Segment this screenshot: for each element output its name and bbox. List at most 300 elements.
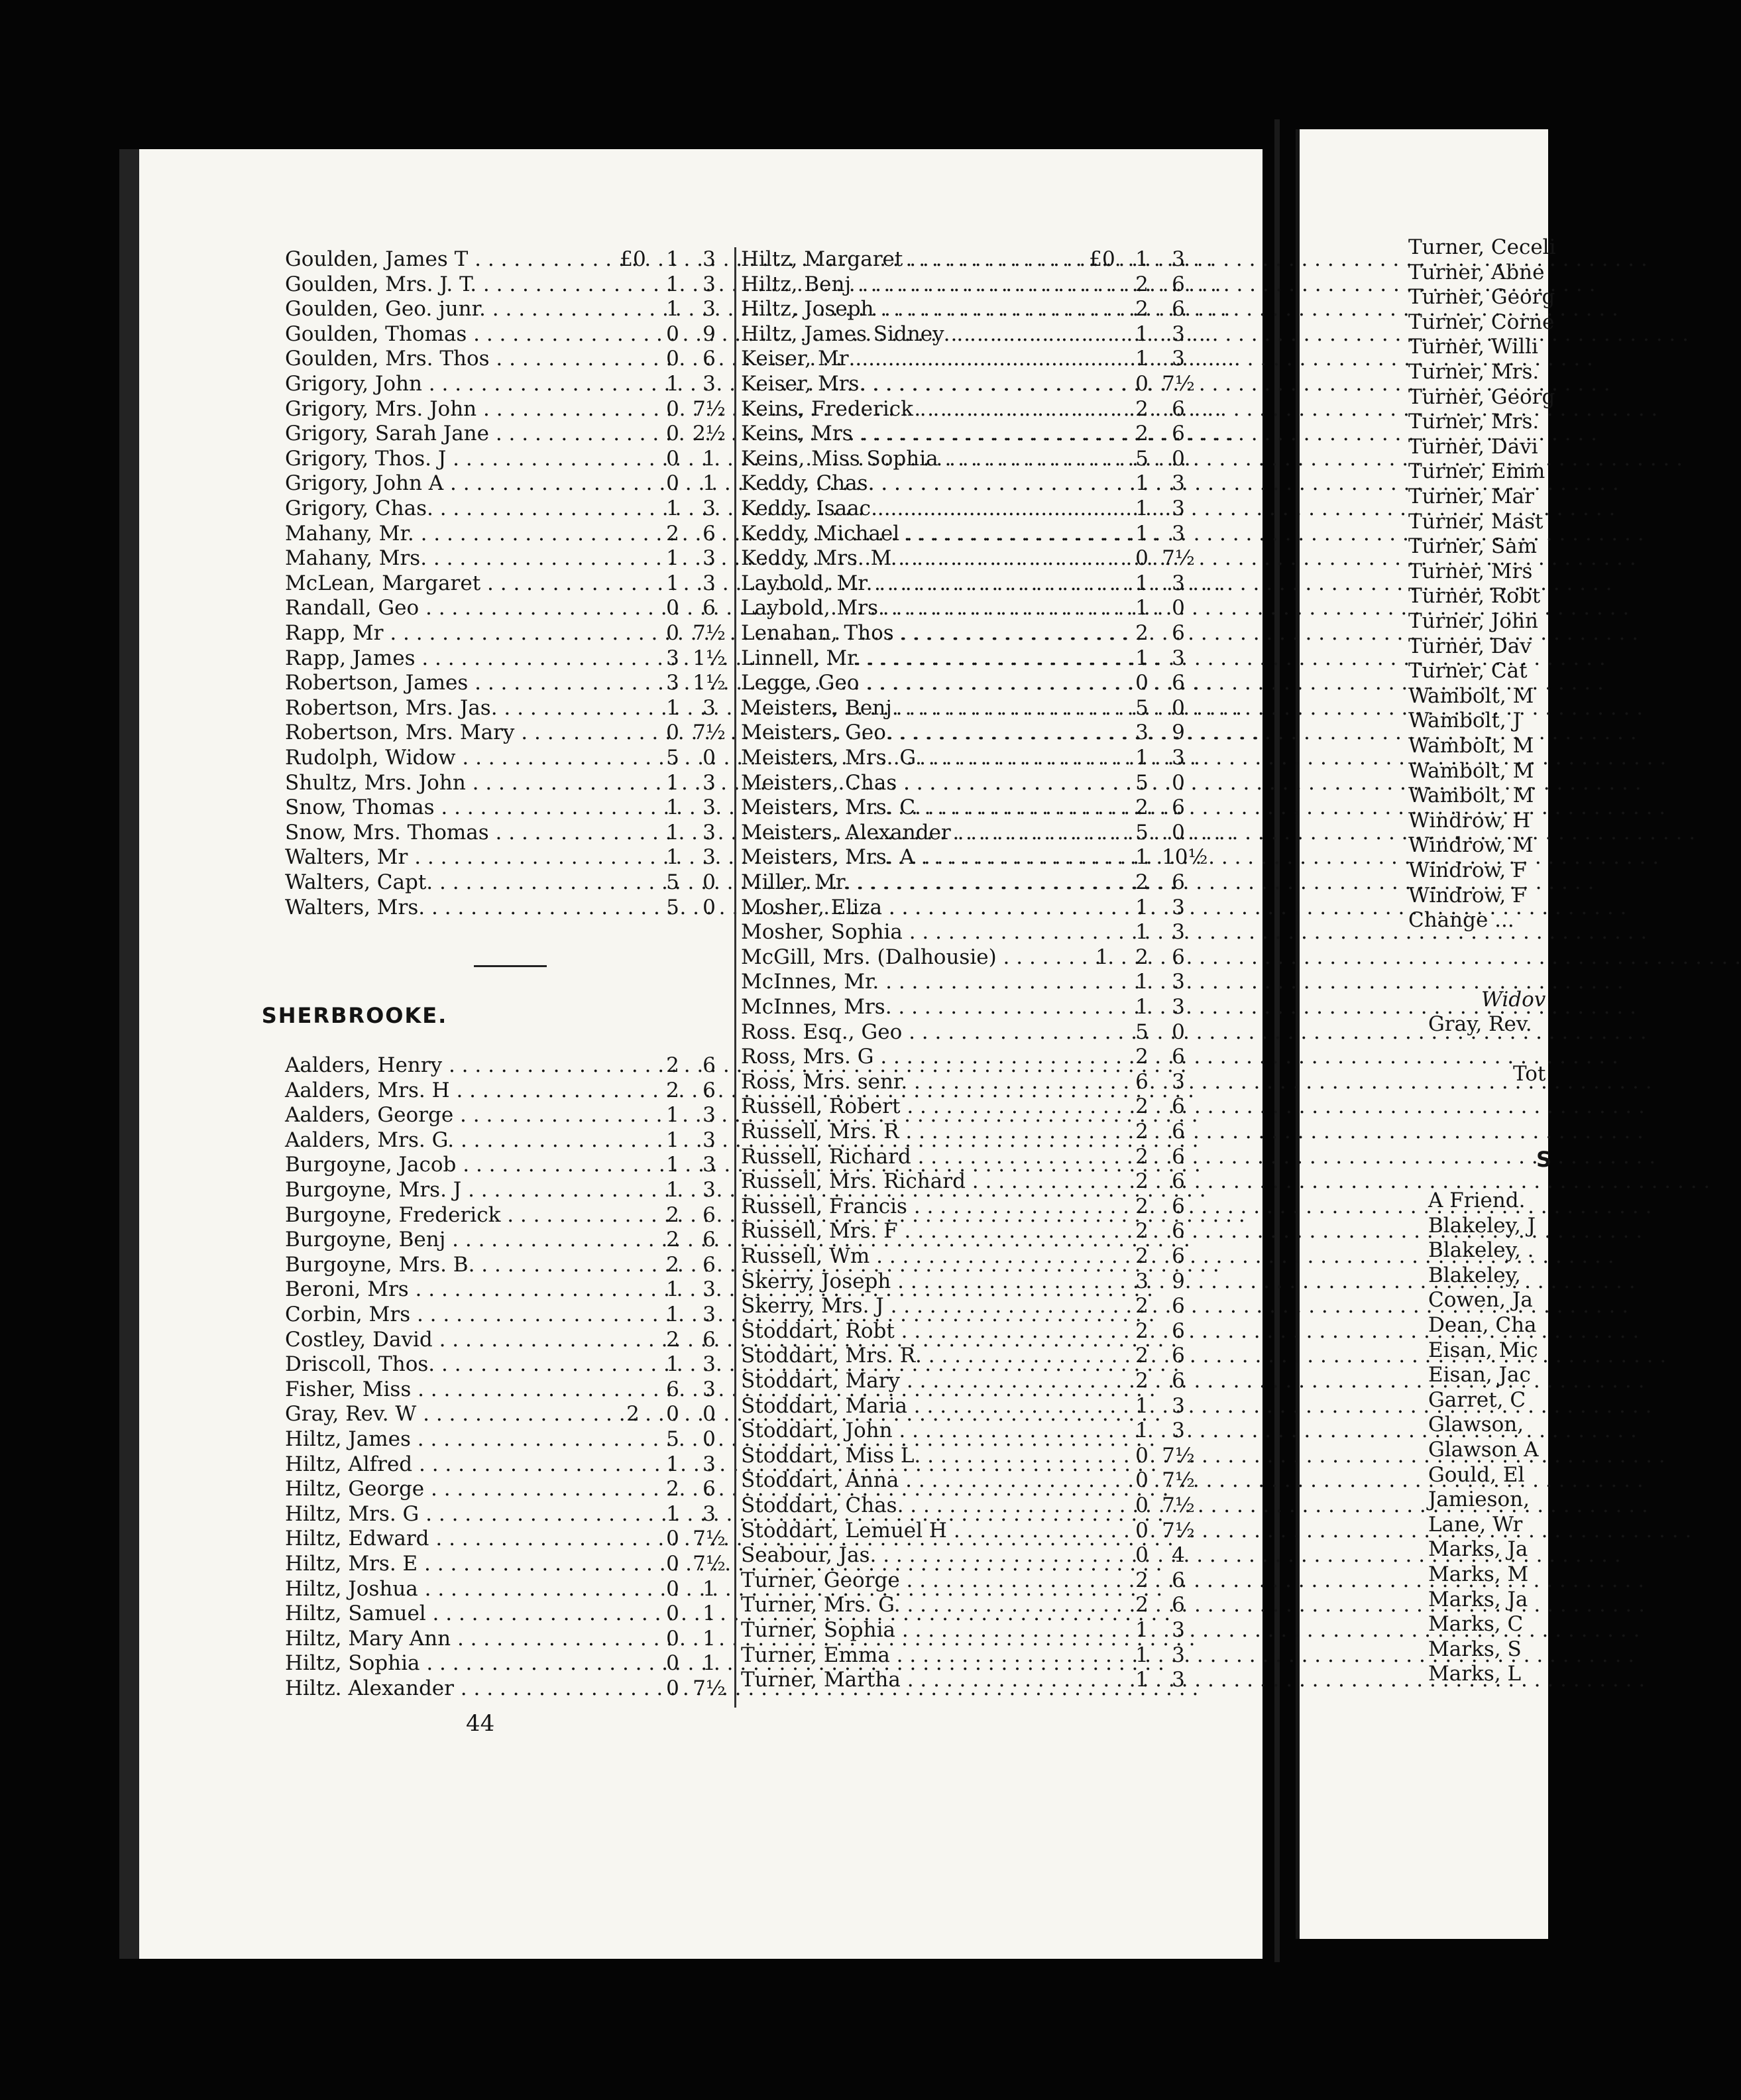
entry-pence: 1	[702, 1576, 716, 1601]
entry-shillings: 2	[1135, 621, 1149, 645]
facing-entry-name: Turner, Georg	[1408, 384, 1555, 409]
entry-pence: 3	[702, 1277, 716, 1302]
facing-entry-name: Glawson A	[1428, 1438, 1539, 1462]
entry-name: Ross, Mrs. G . . .	[741, 1045, 1102, 1069]
entry-pence: 3	[702, 795, 716, 820]
entry-name: Grigory, Mrs. John . . .	[285, 397, 623, 421]
entry-pence: 6	[1172, 1045, 1185, 1069]
entry-name: Robertson, James . . .	[285, 671, 623, 695]
entry-name: Walters, Capt. . . .	[285, 870, 623, 894]
entry-shillings: 1	[1135, 347, 1149, 371]
entry-pence: 3	[702, 1501, 716, 1526]
entry-name: Turner, Sophia . . .	[741, 1618, 1102, 1642]
facing-entry-name: Turner, Ceceli	[1408, 235, 1556, 259]
entry-pence: 3	[702, 1153, 716, 1177]
entry-shillings: 1	[1135, 321, 1149, 346]
entry-name: Burgoyne, Mrs. J . . .	[285, 1178, 623, 1202]
entry-name: Stoddart, Anna . . .	[741, 1468, 1102, 1492]
entry-name: Meisters, Mrs. C. . . .	[741, 795, 1102, 819]
entry-shillings: 5	[1135, 695, 1149, 720]
entry-name: McInnes, Mr. . . .	[741, 970, 1102, 994]
entry-pence: 6	[1172, 1568, 1185, 1592]
entry-shillings: 0	[666, 446, 679, 471]
entry-pounds: 1	[1095, 945, 1109, 969]
entry-shillings: 3	[1135, 1269, 1149, 1293]
facing-entry-name: Turner, Abne	[1408, 260, 1545, 284]
entry-pence: 3	[1172, 646, 1185, 670]
entry-name: Driscoll, Thos. . . .	[285, 1352, 623, 1376]
entry-name: Stoddart, Maria . . .	[741, 1394, 1102, 1418]
entry-shillings: 2	[1135, 1194, 1149, 1218]
entry-pence: 6	[1172, 297, 1185, 321]
entry-shillings: 2	[666, 1053, 679, 1077]
entry-shillings: 0	[666, 1602, 679, 1626]
entry-pence: 7½	[1162, 546, 1195, 571]
entry-shillings: 1	[666, 297, 679, 321]
entry-name: Meisters, Benj. . . .	[741, 696, 1102, 720]
facing-entry-name: Glawson,	[1428, 1413, 1524, 1437]
entry-pence: 0	[702, 1427, 716, 1451]
entry-shillings: 1	[1135, 1419, 1149, 1443]
entry-name: Hiltz, James . . .	[285, 1427, 623, 1451]
entry-shillings: 1	[1135, 920, 1149, 945]
entry-shillings: 2	[1135, 272, 1149, 296]
entry-shillings: 2	[1135, 1169, 1149, 1194]
facing-page-total-label: Tot	[1513, 1062, 1546, 1086]
entry-shillings: 5	[1135, 446, 1149, 471]
facing-entry-name: Gould, El	[1428, 1462, 1525, 1487]
entry-shillings: 1	[666, 272, 679, 296]
entry-pence: 3	[702, 820, 716, 845]
facing-entry-name: Turner, Cat	[1408, 659, 1528, 683]
entry-name: Turner, Martha . . .	[741, 1668, 1102, 1692]
entry-pence: 3	[1172, 746, 1185, 770]
entry-shillings: 1	[666, 496, 679, 520]
entry-pence: 3	[1172, 1668, 1185, 1692]
entry-pence: 6	[1172, 1120, 1185, 1143]
facing-entry-name: A Friend.	[1428, 1189, 1526, 1212]
entry-name: Hiltz, Alfred . . .	[285, 1452, 623, 1476]
entry-pence: 3	[1172, 995, 1185, 1019]
entry-shillings: 1	[666, 1303, 679, 1326]
entry-name: Keins, Miss Sophia . . .	[741, 447, 1102, 471]
entry-name: Meisters, Alexander . . .	[741, 821, 1102, 845]
entry-name: Corbin, Mrs . . .	[285, 1303, 623, 1326]
entry-shillings: 1	[666, 571, 679, 595]
facing-entry-name: Blakeley, .	[1428, 1238, 1534, 1263]
facing-entry-name: Windrow, M	[1408, 833, 1534, 858]
facing-entry-name: Wambolt, M	[1408, 784, 1534, 808]
entry-shillings: 1	[666, 845, 679, 870]
entry-name: Keddy, Isaac . . .	[741, 496, 1102, 520]
entry-shillings: 1	[666, 770, 679, 795]
entry-pence: 7½	[1162, 1443, 1195, 1468]
entry-pence: 6	[702, 1327, 716, 1352]
entry-shillings: 5	[1135, 1020, 1149, 1044]
entry-name: Meisters, Mrs. A . . .	[741, 845, 1102, 869]
entry-shillings: 2	[666, 1327, 679, 1352]
entry-name: Russell, Richard . . .	[741, 1145, 1102, 1169]
entry-pence: 3	[1172, 521, 1185, 546]
entry-name: Legge, Geo . . .	[741, 671, 1102, 695]
entry-pence: 1	[702, 446, 716, 471]
entry-name: Costley, David . . .	[285, 1328, 623, 1352]
entry-name: Russell, Robert . . .	[741, 1094, 1102, 1118]
entry-pence: 0	[702, 746, 716, 770]
entry-name: Grigory, John A . . .	[285, 471, 623, 495]
entry-name: Hiltz, James Sidney . . .	[741, 322, 1102, 346]
entry-shillings: 2	[666, 521, 679, 546]
facing-entry-name: Wambolt, J	[1408, 709, 1522, 733]
facing-entry-name: Turner, Mrs.	[1408, 410, 1540, 434]
entry-pence: 3	[702, 770, 716, 795]
entry-pence: 6	[1172, 1294, 1185, 1318]
entry-pence: 1½	[693, 671, 726, 695]
page-number: 44	[466, 1710, 495, 1737]
entry-name: Stoddart, Robt . . .	[741, 1319, 1102, 1343]
entry-name: Hiltz, Mrs. G . . .	[285, 1502, 623, 1526]
entry-pence: 1	[702, 1626, 716, 1651]
entry-pence: 0	[1172, 446, 1185, 471]
entry-shillings: 0	[666, 471, 679, 496]
entry-pence: 6	[1172, 795, 1185, 820]
entry-shillings: 0	[666, 1552, 679, 1576]
entry-shillings: 5	[666, 1427, 679, 1451]
facing-entry-name: Marks, M	[1428, 1562, 1529, 1586]
entry-shillings: 2	[1135, 1568, 1149, 1592]
entry-shillings: 2	[1135, 1318, 1149, 1343]
entry-pence: 6	[1172, 1318, 1185, 1343]
entry-pence: 6	[1172, 671, 1185, 695]
entry-name: Linnell, Mr. . . .	[741, 646, 1102, 670]
entry-name: Walters, Mr . . .	[285, 845, 623, 869]
entry-shillings: 1	[1135, 970, 1149, 994]
entry-shillings: 1	[1135, 521, 1149, 546]
entry-shillings: 0	[666, 596, 679, 620]
entry-pence: 6	[1172, 945, 1185, 969]
entry-pounds: £0	[1089, 247, 1115, 271]
entry-pence: 6	[1172, 870, 1185, 894]
entry-shillings: 0	[1135, 1543, 1149, 1568]
entry-pence: 3	[1172, 471, 1185, 496]
entry-name: Hiltz, George . . .	[285, 1477, 623, 1501]
entry-shillings: 1	[666, 1103, 679, 1128]
entry-name: Burgoyne, Frederick . . .	[285, 1203, 623, 1227]
entry-name: Hiltz, Sophia . . .	[285, 1651, 623, 1675]
entry-shillings: 1	[666, 1501, 679, 1526]
entry-shillings: 2	[666, 1078, 679, 1102]
entry-shillings: 0	[666, 1626, 679, 1651]
entry-name: Randall, Geo . . .	[285, 596, 623, 620]
entry-name: Skerry, Joseph . . .	[741, 1269, 1102, 1293]
entry-pence: 3	[702, 1452, 716, 1476]
section-separator	[474, 965, 547, 967]
facing-entry-name: Turner, Davi	[1408, 434, 1538, 459]
entry-shillings: 0	[666, 721, 679, 745]
entry-shillings: 0	[1135, 546, 1149, 571]
entry-name: Keiser, Mrs. . . .	[741, 372, 1102, 396]
entry-name: Meisters, Chas . . .	[741, 771, 1102, 795]
facing-entry-name: Wambolt, M	[1408, 683, 1534, 708]
entry-pence: 3	[702, 496, 716, 520]
facing-entry-name: Turner, Corne	[1408, 310, 1555, 334]
entry-name: Lenahan, Thos . . .	[741, 621, 1102, 645]
entry-pence: 6	[1172, 1244, 1185, 1268]
entry-name: Miller, Mr. . . .	[741, 870, 1102, 894]
entry-shillings: 0	[1135, 671, 1149, 695]
entry-pence: 3	[702, 845, 716, 870]
entry-name: Laybold, Mr . . .	[741, 571, 1102, 595]
entry-shillings: 0	[666, 347, 679, 371]
facing-entry-name: Turner, Mast	[1408, 509, 1544, 534]
entry-name: Aalders, Mrs. G. . . .	[285, 1128, 623, 1152]
entry-pence: 7½	[693, 1552, 726, 1576]
entry-shillings: 5	[666, 870, 679, 894]
entry-name: Hiltz, Joseph . . .	[741, 297, 1102, 321]
entry-pence: 7½	[693, 621, 726, 645]
facing-entry-name: Turner, Mrs.	[1408, 360, 1540, 384]
facing-entry-name: Turner, Georg	[1408, 285, 1555, 310]
entry-pence: 3	[1172, 1069, 1185, 1094]
facing-entry-name: Eisan, Jac	[1428, 1363, 1531, 1387]
entry-name: Meisters, Mrs. G. . . .	[741, 746, 1102, 770]
entry-name: Meisters, Geo. . . .	[741, 721, 1102, 744]
entry-pence: 6	[1172, 621, 1185, 645]
entry-pence: 0	[702, 895, 716, 919]
entry-pence: 10½	[1162, 845, 1208, 870]
facing-entry-name: Turner, John	[1408, 609, 1538, 633]
entry-name: Seabour, Jas. . . .	[741, 1543, 1102, 1567]
entry-shillings: 1	[1135, 1643, 1149, 1667]
entry-shillings: 0	[666, 621, 679, 645]
entry-pence: 6	[1172, 272, 1185, 296]
entry-pence: 1	[702, 1602, 716, 1626]
facing-entry-name: Dean, Cha	[1428, 1313, 1537, 1337]
entry-pence: 2½	[693, 422, 726, 446]
entry-pence: 9	[1172, 1269, 1185, 1293]
entry-pence: 6	[702, 347, 716, 371]
entry-name: Aalders, Henry . . .	[285, 1053, 623, 1077]
entry-pence: 1	[702, 1651, 716, 1676]
entry-pence: 7½	[693, 1527, 726, 1551]
entry-name: Snow, Thomas . . .	[285, 795, 623, 819]
entry-pence: 3	[702, 1352, 716, 1377]
entry-pence: 6	[1172, 1219, 1185, 1244]
entry-pence: 3	[1172, 895, 1185, 919]
entry-name: Russell, Mrs. R . . .	[741, 1120, 1102, 1143]
entry-name: Stoddart, Mary . . .	[741, 1369, 1102, 1393]
entry-shillings: 0	[1135, 1518, 1149, 1543]
entry-name: Burgoyne, Benj . . .	[285, 1228, 623, 1252]
entry-pence: 6	[1172, 1369, 1185, 1393]
entry-name: Goulden, Thomas . . .	[285, 322, 623, 346]
entry-name: Goulden, James T . . .	[285, 247, 623, 271]
entry-pence: 6	[702, 596, 716, 620]
entry-pence: 0	[1172, 695, 1185, 720]
entry-shillings: 2	[666, 1202, 679, 1227]
entry-name: Stoddart, Miss L. . . .	[741, 1444, 1102, 1468]
entry-pounds: 2	[626, 1402, 640, 1427]
entry-name: Burgoyne, Jacob . . .	[285, 1153, 623, 1177]
section-title: SHERBROOKE.	[261, 1003, 448, 1028]
facing-entry-name: Blakeley, J	[1428, 1213, 1536, 1238]
entry-name: Keiser, Mr . . .	[741, 347, 1102, 371]
entry-shillings: 0	[666, 321, 679, 346]
entry-pence: 3	[702, 1128, 716, 1152]
facing-entry-name: Turner, Robt	[1408, 584, 1541, 609]
facing-entry-name: Change ...	[1408, 908, 1514, 933]
entry-name: Hiltz. Alexander . . .	[285, 1676, 623, 1700]
entry-name: Laybold, Mrs. . . .	[741, 596, 1102, 620]
entry-pence: 3	[1172, 920, 1185, 945]
entry-pence: 0	[702, 870, 716, 894]
entry-name: Grigory, Chas. . . .	[285, 496, 623, 520]
entry-pence: 3	[1172, 247, 1185, 271]
entry-pence: 3	[702, 1178, 716, 1202]
entry-name: Mosher, Sophia . . .	[741, 920, 1102, 944]
entry-pence: 6	[1172, 422, 1185, 446]
entry-pence: 6	[1172, 1144, 1185, 1169]
entry-name: Russell, Mrs. Richard . . .	[741, 1169, 1102, 1193]
entry-pence: 3	[702, 1103, 716, 1128]
entry-shillings: 5	[666, 895, 679, 919]
entry-pence: 3	[702, 695, 716, 720]
entry-name: Russell, Francis . . .	[741, 1195, 1102, 1218]
entry-pence: 3	[702, 546, 716, 571]
entry-shillings: 2	[1135, 1244, 1149, 1268]
entry-shillings: 2	[1135, 1094, 1149, 1119]
entry-pence: 7½	[1162, 1468, 1195, 1493]
entry-name: Ross, Mrs. senr. . . .	[741, 1070, 1102, 1094]
entry-name: Burgoyne, Mrs. B. . . .	[285, 1253, 623, 1277]
entry-shillings: 2	[1135, 1344, 1149, 1368]
entry-name: Robertson, Mrs. Jas. . . .	[285, 696, 623, 720]
entry-name: Goulden, Mrs. J. T. . . .	[285, 272, 623, 296]
entry-pence: 3	[1172, 970, 1185, 994]
entry-shillings: 0	[666, 1676, 679, 1700]
entry-pence: 3	[702, 372, 716, 396]
entry-shillings: 2	[1135, 1144, 1149, 1169]
entry-pence: 3	[702, 1303, 716, 1326]
entry-shillings: 1	[1135, 1668, 1149, 1692]
entry-shillings: 1	[666, 372, 679, 396]
entry-name: Turner, Mrs. G. . . .	[741, 1593, 1102, 1617]
entry-name: Robertson, Mrs. Mary . . .	[285, 721, 623, 744]
entry-shillings: 0	[1135, 1468, 1149, 1493]
entry-shillings: 2	[1135, 795, 1149, 820]
entry-pence: 3	[1172, 1643, 1185, 1667]
entry-shillings: 1	[666, 1277, 679, 1302]
entry-pence: 0	[1172, 1020, 1185, 1044]
entry-shillings: 5	[666, 746, 679, 770]
entry-pence: 3	[1172, 1618, 1185, 1642]
entry-shillings: 1	[1135, 471, 1149, 496]
entry-name: Stoddart, Lemuel H . . .	[741, 1519, 1102, 1543]
entry-shillings: 5	[1135, 770, 1149, 795]
facing-entry-name: Turner, Emm	[1408, 459, 1545, 484]
entry-shillings: 1	[666, 820, 679, 845]
entry-shillings: 1	[666, 1128, 679, 1152]
entry-shillings: 1	[1135, 995, 1149, 1019]
facing-entry-name: Jamieson,	[1428, 1488, 1530, 1512]
entry-shillings: 1	[666, 1153, 679, 1177]
entry-shillings: 6	[666, 1377, 679, 1401]
entry-pence: 3	[1172, 347, 1185, 371]
entry-pence: 7½	[693, 1676, 726, 1700]
entry-pence: 3	[702, 247, 716, 271]
entry-name: Rapp, James . . .	[285, 646, 623, 670]
entry-name: Aalders, Mrs. H . . .	[285, 1079, 623, 1102]
facing-entry-name: Lane, Wr	[1428, 1512, 1523, 1537]
entry-pence: 6	[702, 1228, 716, 1252]
entry-name: Russell, Mrs. F . . .	[741, 1219, 1102, 1243]
facing-entry-name: Marks, C	[1428, 1612, 1524, 1637]
entry-pence: 6	[1172, 396, 1185, 421]
entry-pence: 0	[1172, 770, 1185, 795]
entry-shillings: 3	[666, 646, 679, 670]
entry-shillings: 0	[666, 1402, 679, 1427]
entry-name: Hiltz, Samuel . . .	[285, 1602, 623, 1625]
entry-shillings: 2	[1135, 396, 1149, 421]
entry-name: Stoddart, John . . .	[741, 1419, 1102, 1442]
facing-entry-name: Eisan, Mic	[1428, 1338, 1538, 1362]
entry-shillings: 2	[1135, 1369, 1149, 1393]
entry-pence: 1½	[693, 646, 726, 670]
entry-shillings: 1	[1135, 571, 1149, 595]
entry-pence: 6	[702, 1202, 716, 1227]
entry-pence: 3	[702, 571, 716, 595]
entry-shillings: 0	[666, 1527, 679, 1551]
entry-name: Grigory, Sarah Jane . . .	[285, 422, 623, 445]
entry-name: Keins, Frederick . . .	[741, 397, 1102, 421]
entry-pence: 3	[702, 297, 716, 321]
facing-entry-name: Marks, L	[1428, 1662, 1522, 1686]
facing-entry-name: Turner, Mar	[1408, 485, 1534, 508]
entry-pence: 3	[1172, 496, 1185, 520]
entry-shillings: 1	[666, 1352, 679, 1377]
entry-shillings: 0	[1135, 372, 1149, 396]
entry-shillings: 0	[666, 422, 679, 446]
entry-pence: 6	[702, 1252, 716, 1277]
facing-entry-name: Garret, C	[1428, 1387, 1526, 1412]
entry-name: Rapp, Mr . . .	[285, 621, 623, 645]
entry-pence: 7½	[1162, 1518, 1195, 1543]
entry-shillings: 1	[1135, 247, 1149, 271]
entry-name: Hiltz, Benj . . .	[741, 272, 1102, 296]
facing-entry-name: Marks, S	[1428, 1637, 1522, 1661]
entry-name: McInnes, Mrs. . . .	[741, 995, 1102, 1019]
entry-name: Keddy, Michael . . .	[741, 522, 1102, 546]
facing-page-gray-entry: Gray, Rev.	[1428, 1012, 1532, 1036]
entry-shillings: 2	[1135, 1593, 1149, 1617]
entry-pence: 3	[1172, 321, 1185, 346]
entry-name: Goulden, Mrs. Thos . . .	[285, 347, 623, 371]
entry-name: Hiltz, Mary Ann . . .	[285, 1627, 623, 1651]
entry-name: Stoddart, Chas. . . .	[741, 1493, 1102, 1517]
entry-name: Russell, Wm . . .	[741, 1244, 1102, 1268]
entry-pence: 4	[1172, 1543, 1185, 1568]
entry-pence: 7½	[693, 396, 726, 421]
entry-pence: 9	[702, 321, 716, 346]
entry-shillings: 2	[1135, 945, 1149, 969]
entry-shillings: 3	[666, 671, 679, 695]
facing-entry-name: Turner, Mrs	[1408, 559, 1533, 583]
facing-entry-name: Marks, Ja	[1428, 1537, 1528, 1562]
entry-name: Turner, George . . .	[741, 1568, 1102, 1592]
entry-pence: 7½	[1162, 1493, 1195, 1517]
entry-pence: 0	[1172, 820, 1185, 845]
entry-pence: 6	[702, 521, 716, 546]
